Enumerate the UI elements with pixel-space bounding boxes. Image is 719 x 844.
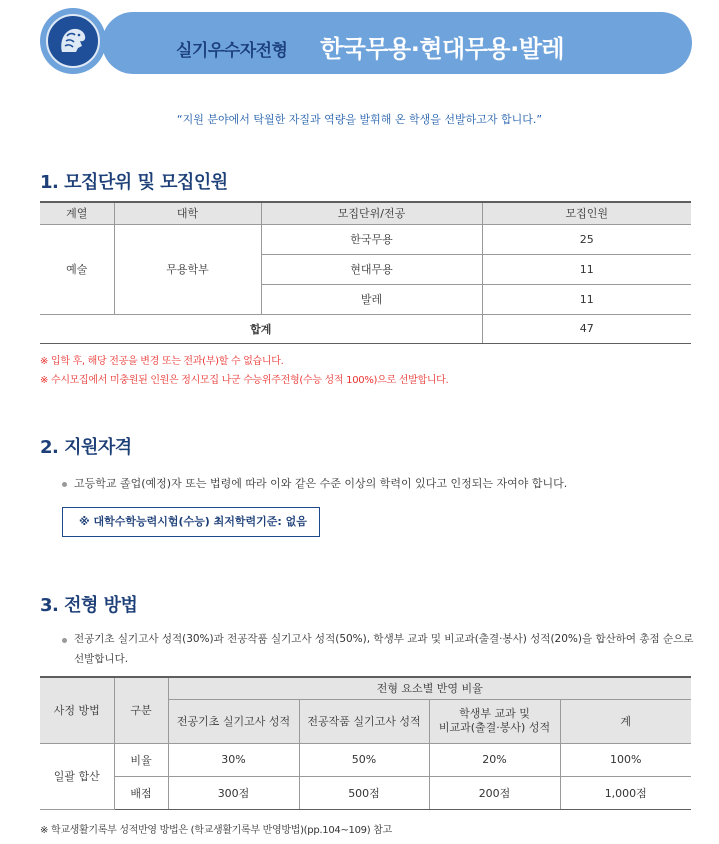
row-label: 배점: [114, 776, 168, 809]
selection-table: [40, 676, 691, 810]
section-title-selection: 3. 전형 방법: [40, 595, 138, 616]
section-title-recruitment: 1. 모집단위 및 모집인원: [40, 172, 228, 193]
unit-cell: 한국무용: [261, 224, 482, 254]
bullet-icon: [62, 482, 67, 487]
page-title: 한국무용·현대무용·발레: [320, 35, 565, 63]
count-cell: 11: [482, 254, 691, 284]
value-cell: 500점: [299, 776, 429, 809]
header-work-practical: 전공작품 실기고사 성적: [299, 699, 429, 743]
admission-type-label: 실기우수자전형: [176, 41, 288, 61]
note-school-record: ※ 학교생활기록부 성적반영 방법은 (학교생활기록부 반영방법)(pp.104~109) 참고: [40, 825, 392, 836]
header-field: 계열: [40, 202, 114, 224]
eligibility-text: 고등학교 졸업(예정)자 또는 법령에 따라 이와 같은 수준 이상의 학력이 있다고 인정되는 자여야 합니다.: [74, 477, 568, 490]
header-college: 대학: [114, 202, 261, 224]
table-row: [40, 224, 691, 254]
count-cell: 25: [482, 224, 691, 254]
total-count: 47: [482, 314, 691, 343]
value-cell: 100%: [560, 743, 691, 776]
value-cell: 20%: [429, 743, 560, 776]
university-emblem: [40, 8, 106, 74]
lion-emblem-icon: [46, 14, 100, 68]
intro-quote: “지원 분야에서 탁월한 자질과 역량을 발휘해 온 학생을 선발하고자 합니다.”: [176, 113, 543, 126]
total-label: 합계: [40, 314, 482, 343]
selection-text-line1: 전공기초 실기고사 성적(30%)과 전공작품 실기고사 성적(50%), 학생부 교과 및 비교과(출결·봉사) 성적(20%)을 합산하여 총점 순으로: [74, 633, 694, 645]
note-major-change: ※ 입학 후, 해당 전공을 변경 또는 전과(부)할 수 없습니다.: [40, 356, 284, 367]
unit-cell: 현대무용: [261, 254, 482, 284]
table-header-row: [40, 677, 691, 699]
recruitment-table: [40, 201, 691, 344]
header-division: 구분: [114, 677, 168, 743]
unit-cell: 발레: [261, 284, 482, 314]
bullet-icon: [62, 638, 67, 643]
count-cell: 11: [482, 284, 691, 314]
value-cell: 30%: [168, 743, 299, 776]
header-unit: 모집단위/전공: [261, 202, 482, 224]
method-cell: 일괄 합산: [40, 743, 114, 809]
total-row: [40, 314, 691, 343]
header-banner: [40, 8, 692, 74]
header-basic-practical: 전공기초 실기고사 성적: [168, 699, 299, 743]
note-unfilled-seats: ※ 수시모집에서 미충원된 인원은 정시모집 나군 수능위주전형(수능 성적 100%)으로 선발합니다.: [40, 375, 449, 386]
table-row: [40, 776, 691, 809]
header-total: 계: [560, 699, 691, 743]
value-cell: 50%: [299, 743, 429, 776]
college-cell: 무용학부: [114, 224, 261, 314]
selection-text-line2: 선발합니다.: [74, 653, 129, 665]
field-cell: 예술: [40, 224, 114, 314]
value-cell: 1,000점: [560, 776, 691, 809]
header-school-record-line1: 학생부 교과 및: [459, 707, 530, 720]
header-ratio-group: 전형 요소별 반영 비율: [168, 677, 691, 699]
minimum-requirement-box: ※ 대학수학능력시험(수능) 최저학력기준: 없음: [62, 507, 320, 537]
header-school-record: [429, 699, 560, 743]
row-label: 비율: [114, 743, 168, 776]
table-row: [40, 743, 691, 776]
value-cell: 300점: [168, 776, 299, 809]
value-cell: 200점: [429, 776, 560, 809]
header-method: 사정 방법: [40, 677, 114, 743]
section-title-eligibility: 2. 지원자격: [40, 437, 132, 458]
header-count: 모집인원: [482, 202, 691, 224]
table-header-row: [40, 202, 691, 224]
header-school-record-line2: 비교과(출결·봉사) 성적: [438, 721, 551, 734]
